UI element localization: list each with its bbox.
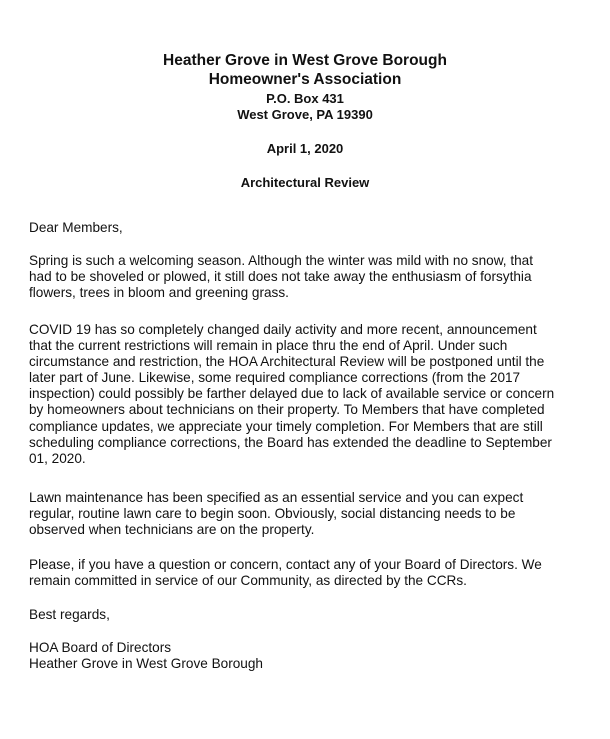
city-state-zip: West Grove, PA 19390 [237, 107, 373, 122]
org-name-line2: Homeowner's Association [208, 71, 402, 88]
signature-line1: HOA Board of Directors [29, 640, 172, 655]
org-name-line1: Heather Grove in West Grove Borough [163, 52, 447, 69]
letter-subject: Architectural Review [240, 175, 370, 190]
paragraph-covid: COVID 19 has so completely changed daily activity and more recent, announcement that the current restrictions will remain in place thru the end of April. Under such circumstance and restriction, the HOA Architectural Review will be postponed until the later part of June. Likewise, some required compliance corrections (from the 2017 inspection) could possibly be farther delayed due to lack of available service or concern by homeowners about technicians on their property. To Members that have completed compliance updates, we appreciate your timely completion. For Members that are still scheduling compliance corrections, the Board has extended the deadline to September 01, 2020. [29, 322, 555, 466]
paragraph-contact: Please, if you have a question or concern, contact any of your Board of Directors. We remain committed in service of our Community, as directed by the CCRs. [29, 557, 542, 589]
closing: Best regards, [29, 607, 110, 622]
signature-line2: Heather Grove in West Grove Borough [29, 656, 263, 671]
letter-date: April 1, 2020 [266, 141, 344, 156]
paragraph-spring: Spring is such a welcoming season. Although the winter was mild with no snow, that had to be shoveled or plowed, it still does not take away the enthusiasm of forsythia flowers, trees in bloom and greening grass. [29, 253, 533, 301]
po-box: P.O. Box 431 [266, 91, 344, 106]
salutation: Dear Members, [29, 220, 123, 235]
paragraph-lawn: Lawn maintenance has been specified as an essential service and you can expect regular, routine lawn care to begin soon. Obviously, social distancing needs to be observed when technicians are on the property. [29, 490, 524, 538]
